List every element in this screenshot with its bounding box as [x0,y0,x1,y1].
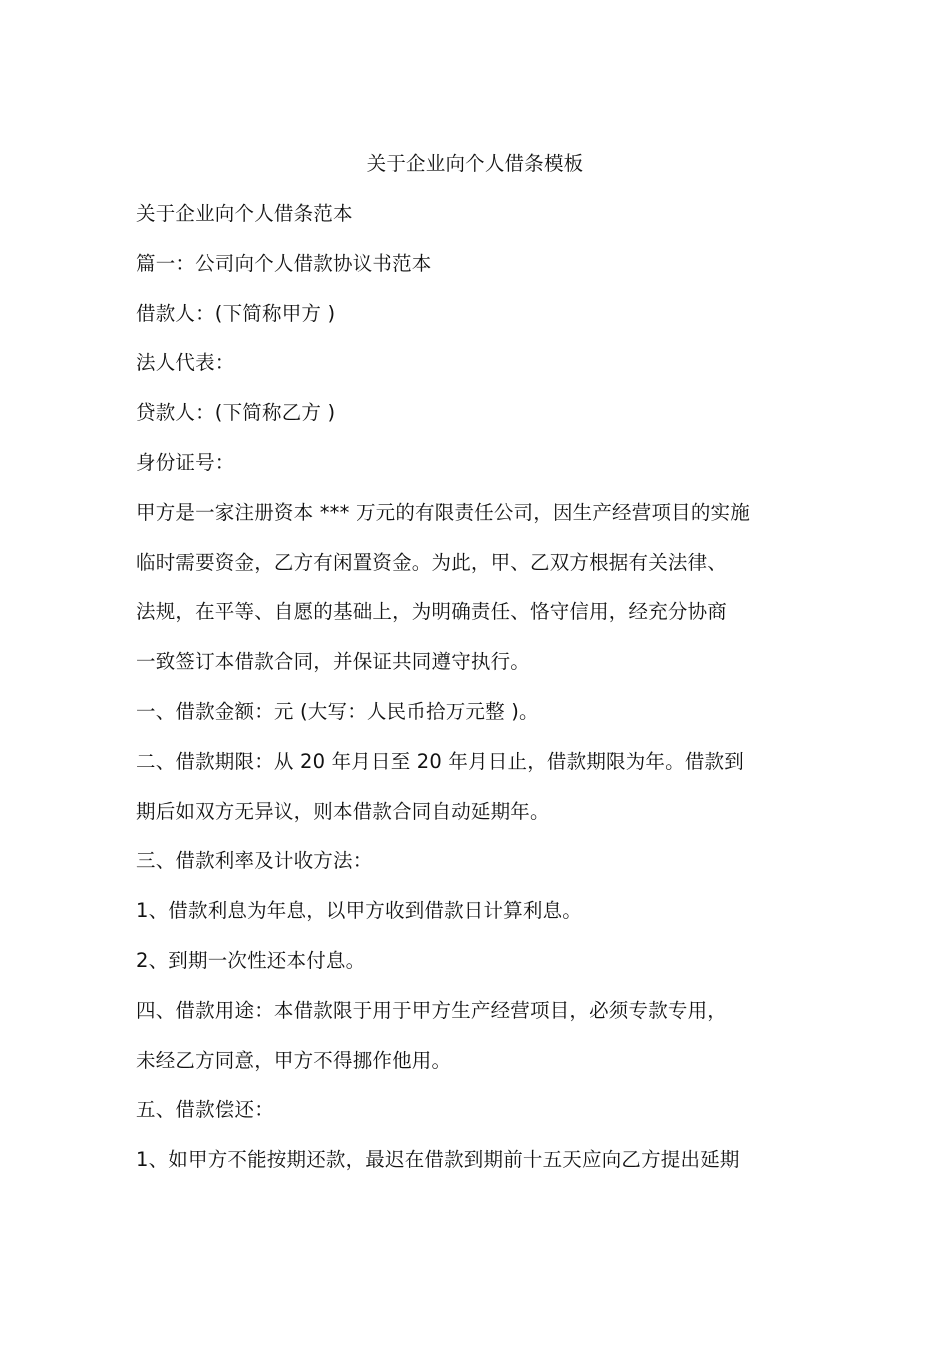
body-line: 甲方是一家注册资本 *** 万元的有限责任公司，因生产经营项目的实施 [136,500,750,524]
body-line: 四、借款用途：本借款限于用于甲方生产经营项目，必须专款专用， [136,998,728,1022]
body-line: 期后如双方无异议，则本借款合同自动延期年。 [136,799,550,823]
body-line: 贷款人：(下简称乙方 ) [136,401,336,425]
body-line: 一致签订本借款合同，并保证共同遵守执行。 [136,650,531,674]
body-line: 法人代表： [136,351,235,375]
body-line: 1、借款利息为年息，以甲方收到借款日计算利息。 [136,899,583,923]
body-line: 一、借款金额：元 (大写：人民币拾万元整 )。 [136,699,539,723]
body-line: 临时需要资金，乙方有闲置资金。为此，甲、乙双方根据有关法律、 [136,550,728,574]
document-title: 关于企业向个人借条模板 [366,152,584,175]
document-body [136,198,816,1194]
body-line: 关于企业向个人借条范本 [136,202,353,225]
body-line: 法规，在平等、自愿的基础上，为明确责任、恪守信用，经充分协商 [136,600,728,624]
body-line: 身份证号： [136,450,235,474]
body-line: 三、借款利率及计收方法： [136,849,373,873]
body-line: 五、借款偿还： [136,1098,274,1122]
body-line: 二、借款期限：从 20 年月日至 20 年月日止，借款期限为年。借款到 [136,749,744,773]
body-line: 1、如甲方不能按期还款，最迟在借款到期前十五天应向乙方提出延期 [136,1148,740,1172]
body-line: 未经乙方同意，甲方不得挪作他用。 [136,1048,452,1072]
body-line: 篇一：公司向个人借款协议书范本 [136,251,432,275]
body-line: 借款人：(下简称甲方 ) [136,301,336,325]
body-line: 2、到期一次性还本付息。 [136,948,366,972]
